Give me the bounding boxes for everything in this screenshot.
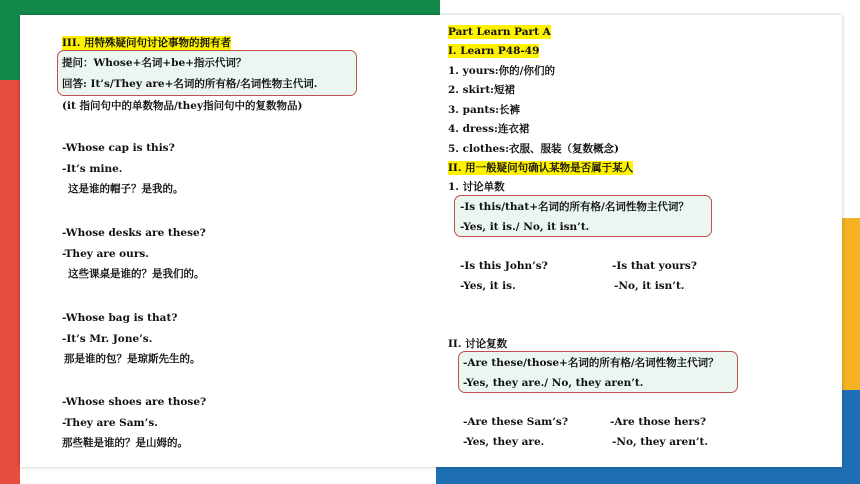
singular-box-question: -Is this/that+名词的所有格/名词性物主代词？ [460,201,689,213]
example-question: -Whose desks are these? [62,227,206,239]
section2-heading: II. 用一般疑问句确认某物是否属于某人 [448,162,634,174]
example-question: -Whose shoes are those? [62,396,207,408]
left-heading: III. 用特殊疑问句讨论事物的拥有者 [62,37,232,49]
example-question: -Whose cap is this? [62,142,175,154]
content-card [20,15,842,467]
singular-subheading: 1. 讨论单数 [448,181,505,193]
left-box-question: 提问：Whose+名词+be+指示代词？ [62,57,247,69]
right-title: Part Learn Part A [448,26,551,38]
vocab-item: 3. pants:长裤 [448,104,521,116]
example-answer: -They are ours. [62,248,149,260]
example-translation: 这些课桌是谁的？是我们的。 [68,268,205,280]
left-box-answer: 回答: It’s/They are+名词的所有格/名词性物主代词. [62,78,318,90]
example-translation: 那些鞋是谁的？是山姆的。 [62,437,188,449]
example-translation: 那是谁的包？是琼斯先生的。 [64,353,201,365]
singular-example-question: -Is that yours? [612,260,697,272]
plural-example-question: -Are these Sam’s? [463,416,568,428]
plural-example-question: -Are those hers? [610,416,707,428]
singular-example-answer: -No, it isn’t. [614,280,685,292]
vocab-item: 4. dress:连衣裙 [448,123,530,135]
plural-box-answer: -Yes, they are./ No, they aren’t. [463,377,644,389]
example-answer: -It’s Mr. Jone’s. [62,333,153,345]
singular-example-answer: -Yes, it is. [460,280,516,292]
singular-example-question: -Is this John’s? [460,260,548,272]
example-answer: -They are Sam’s. [62,417,158,429]
plural-example-answer: -No, they aren’t. [612,436,709,448]
deco-red-block [0,80,20,484]
vocab-item: 1. yours:你的/你们的 [448,65,556,77]
plural-example-answer: -Yes, they are. [463,436,545,448]
example-question: -Whose bag is that? [62,312,178,324]
example-answer: -It’s mine. [62,163,123,175]
singular-box-answer: -Yes, it is./ No, it isn’t. [460,221,590,233]
left-note: (it 指问句中的单数物品/they指问句中的复数物品) [62,100,303,112]
vocab-item: 2. skirt:短裙 [448,84,516,96]
plural-box-question: -Are these/those+名词的所有格/名词性物主代词？ [463,357,719,369]
vocab-item: 5. clothes:衣服、服装（复数概念) [448,143,619,155]
example-translation: 这是谁的帽子？是我的。 [68,183,184,195]
right-learn-heading: I. Learn P48-49 [448,45,540,57]
plural-subheading: II. 讨论复数 [448,338,508,350]
